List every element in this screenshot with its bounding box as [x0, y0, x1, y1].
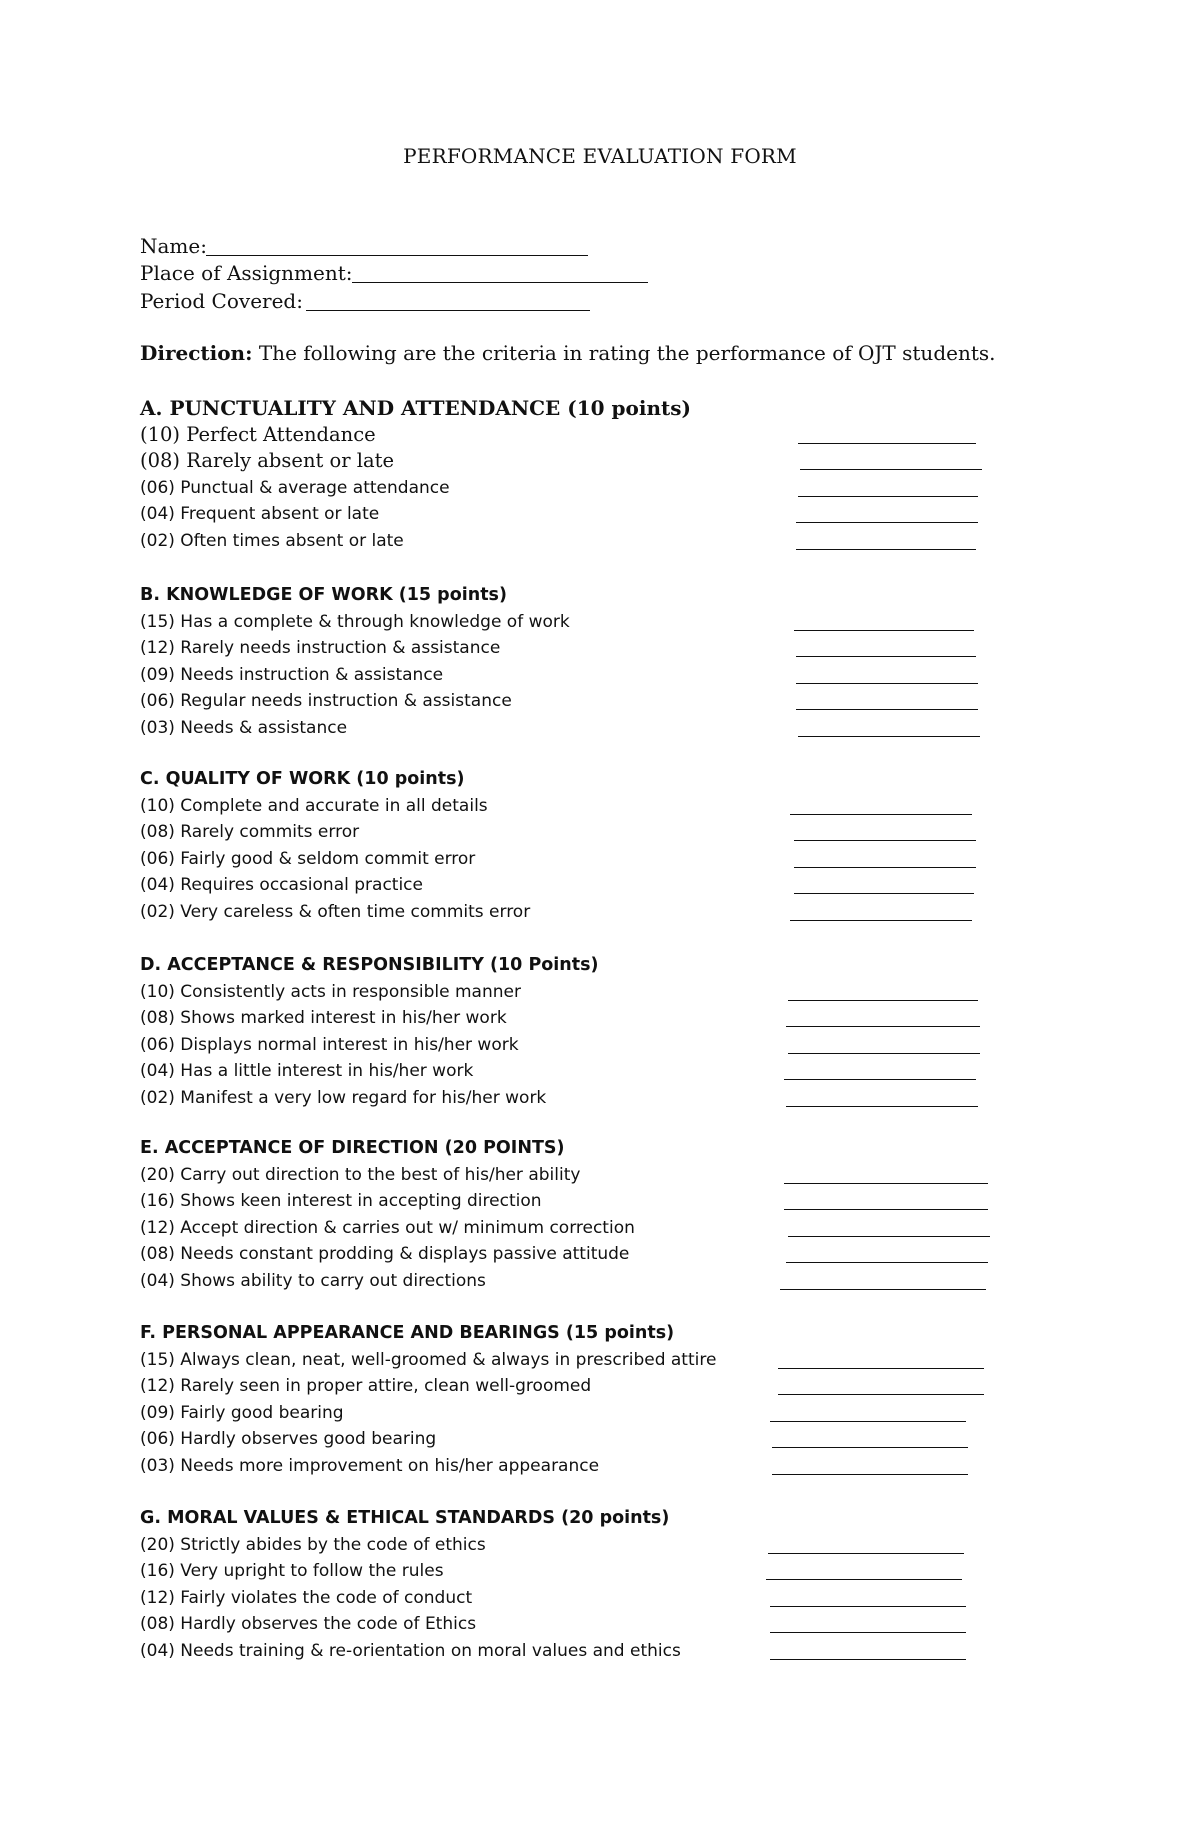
rating-blank[interactable]	[798, 736, 980, 737]
criteria-label: (16) Shows keen interest in accepting direction	[140, 1191, 542, 1211]
criteria-label: (10) Perfect Attendance	[140, 422, 376, 446]
rating-blank[interactable]	[796, 549, 976, 550]
criteria-item	[140, 1558, 1040, 1585]
rating-blank[interactable]	[772, 1474, 968, 1475]
rating-blank[interactable]	[788, 1000, 978, 1001]
place-of-assignment-input-line[interactable]	[352, 282, 648, 283]
criteria-item	[140, 819, 1040, 846]
rating-blank[interactable]	[784, 1183, 988, 1184]
section-title: A. PUNCTUALITY AND ATTENDANCE (10 points)	[140, 396, 691, 420]
rating-blank[interactable]	[794, 840, 976, 841]
rating-blank[interactable]	[796, 683, 978, 684]
criteria-item	[140, 609, 1040, 636]
criteria-item	[140, 1032, 1040, 1059]
criteria-label: (20) Strictly abides by the code of ethics	[140, 1534, 486, 1555]
direction-label: Direction:	[140, 341, 253, 365]
criteria-label: (08) Needs constant prodding & displays passive attitude	[140, 1244, 630, 1264]
criteria-item	[140, 1400, 1040, 1427]
criteria-label: (10) Consistently acts in responsible manner	[140, 981, 521, 1002]
section-quality-of-work	[140, 766, 1040, 925]
rating-blank[interactable]	[778, 1368, 984, 1369]
criteria-label: (08) Rarely absent or late	[140, 449, 395, 472]
criteria-item	[140, 1058, 1040, 1085]
criteria-item	[140, 688, 1040, 715]
rating-blank[interactable]	[786, 1106, 978, 1107]
criteria-item	[140, 1611, 1040, 1638]
section-title: E. ACCEPTANCE OF DIRECTION (20 POINTS)	[140, 1138, 565, 1158]
form-title: PERFORMANCE EVALUATION FORM	[403, 144, 797, 168]
criteria-label: (06) Displays normal interest in his/her work	[140, 1034, 519, 1055]
section-title: D. ACCEPTANCE & RESPONSIBILITY (10 Points)	[140, 955, 599, 975]
rating-blank[interactable]	[768, 1553, 964, 1554]
rating-blank[interactable]	[796, 522, 978, 523]
criteria-label: (12) Fairly violates the code of conduct	[140, 1587, 473, 1608]
criteria-item	[140, 422, 1040, 449]
criteria-label: (04) Requires occasional practice	[140, 875, 423, 895]
criteria-item	[140, 1268, 1040, 1295]
section-acceptance-of-direction	[140, 1135, 1040, 1294]
criteria-item	[140, 635, 1040, 662]
criteria-item	[140, 501, 1040, 528]
criteria-item	[140, 872, 1040, 899]
name-field	[140, 232, 207, 260]
rating-blank[interactable]	[794, 867, 976, 868]
criteria-item	[140, 1453, 1040, 1480]
criteria-label: (20) Carry out direction to the best of his/her ability	[140, 1164, 581, 1185]
criteria-item	[140, 899, 1040, 926]
section-knowledge-of-work	[140, 582, 1040, 741]
criteria-item	[140, 1162, 1040, 1189]
name-input-line[interactable]	[206, 255, 588, 256]
criteria-label: (03) Needs & assistance	[140, 717, 348, 738]
criteria-item	[140, 793, 1040, 820]
rating-blank[interactable]	[798, 443, 976, 444]
section-punctuality-attendance	[140, 395, 1040, 554]
name-label: Name:	[140, 234, 207, 258]
criteria-item	[140, 1188, 1040, 1215]
rating-blank[interactable]	[800, 469, 982, 470]
criteria-label: (04) Shows ability to carry out directions	[140, 1270, 486, 1291]
rating-blank[interactable]	[796, 656, 976, 657]
section-title: B. KNOWLEDGE OF WORK (15 points)	[140, 585, 507, 605]
criteria-label: (15) Has a complete & through knowledge of work	[140, 611, 570, 632]
criteria-item	[140, 846, 1040, 873]
direction-paragraph	[140, 339, 996, 367]
rating-blank[interactable]	[778, 1394, 984, 1395]
rating-blank[interactable]	[780, 1289, 986, 1290]
criteria-label: (12) Accept direction & carries out w/ minimum correction	[140, 1217, 635, 1238]
rating-blank[interactable]	[794, 630, 974, 631]
criteria-label: (06) Fairly good & seldom commit error	[140, 848, 476, 869]
rating-blank[interactable]	[784, 1209, 988, 1210]
criteria-item	[140, 528, 1040, 555]
rating-blank[interactable]	[770, 1606, 966, 1607]
criteria-item	[140, 475, 1040, 502]
section-moral-values-ethics	[140, 1505, 1040, 1664]
rating-blank[interactable]	[786, 1262, 988, 1263]
direction-text: The following are the criteria in rating the performance of OJT students.	[252, 341, 996, 365]
criteria-label: (06) Punctual & average attendance	[140, 477, 450, 498]
criteria-label: (12) Rarely seen in proper attire, clean well-groomed	[140, 1376, 592, 1396]
rating-blank[interactable]	[770, 1632, 966, 1633]
criteria-label: (04) Frequent absent or late	[140, 504, 380, 524]
criteria-item	[140, 1215, 1040, 1242]
section-personal-appearance	[140, 1320, 1040, 1479]
rating-blank[interactable]	[796, 709, 978, 710]
criteria-label: (09) Fairly good bearing	[140, 1402, 344, 1423]
criteria-item	[140, 1585, 1040, 1612]
criteria-item	[140, 662, 1040, 689]
criteria-item	[140, 1005, 1040, 1032]
criteria-label: (08) Hardly observes the code of Ethics	[140, 1614, 477, 1634]
rating-blank[interactable]	[788, 1053, 980, 1054]
criteria-label: (03) Needs more improvement on his/her appearance	[140, 1455, 600, 1476]
criteria-label: (02) Very careless & often time commits error	[140, 901, 531, 922]
criteria-label: (10) Complete and accurate in all details	[140, 795, 488, 816]
criteria-item	[140, 1373, 1040, 1400]
rating-blank[interactable]	[770, 1421, 966, 1422]
rating-blank[interactable]	[786, 1026, 980, 1027]
place-of-assignment-label: Place of Assignment:	[140, 261, 353, 285]
criteria-label: (02) Often times absent or late	[140, 530, 404, 551]
rating-blank[interactable]	[798, 496, 978, 497]
period-covered-label: Period Covered:	[140, 289, 303, 313]
criteria-item	[140, 1085, 1040, 1112]
rating-blank[interactable]	[770, 1659, 966, 1660]
criteria-label: (15) Always clean, neat, well-groomed & always in prescribed attire	[140, 1349, 717, 1370]
rating-blank[interactable]	[788, 1236, 990, 1237]
section-title: G. MORAL VALUES & ETHICAL STANDARDS (20 points)	[140, 1508, 670, 1528]
rating-blank[interactable]	[784, 1079, 976, 1080]
rating-blank[interactable]	[766, 1579, 962, 1580]
criteria-label: (08) Shows marked interest in his/her work	[140, 1008, 507, 1028]
rating-blank[interactable]	[790, 814, 972, 815]
place-of-assignment-field	[140, 259, 352, 287]
criteria-label: (12) Rarely needs instruction & assistance	[140, 638, 501, 658]
criteria-item	[140, 1638, 1040, 1665]
criteria-label: (16) Very upright to follow the rules	[140, 1561, 444, 1581]
criteria-label: (04) Needs training & re-orientation on moral values and ethics	[140, 1640, 681, 1661]
rating-blank[interactable]	[794, 893, 974, 894]
criteria-item	[140, 979, 1040, 1006]
criteria-item	[140, 1426, 1040, 1453]
criteria-label: (06) Hardly observes good bearing	[140, 1429, 437, 1449]
criteria-label: (08) Rarely commits error	[140, 822, 360, 842]
criteria-label: (06) Regular needs instruction & assistance	[140, 691, 512, 711]
criteria-item	[140, 448, 1040, 475]
criteria-label: (04) Has a little interest in his/her work	[140, 1061, 474, 1081]
rating-blank[interactable]	[772, 1447, 968, 1448]
section-acceptance-responsibility	[140, 952, 1040, 1111]
criteria-item	[140, 1347, 1040, 1374]
criteria-item	[140, 715, 1040, 742]
period-covered-field	[140, 287, 303, 315]
criteria-label: (09) Needs instruction & assistance	[140, 664, 444, 685]
section-title: F. PERSONAL APPEARANCE AND BEARINGS (15 points)	[140, 1323, 675, 1343]
section-title: C. QUALITY OF WORK (10 points)	[140, 769, 465, 789]
criteria-label: (02) Manifest a very low regard for his/her work	[140, 1087, 547, 1108]
period-covered-input-line[interactable]	[306, 310, 590, 311]
criteria-item	[140, 1532, 1040, 1559]
criteria-item	[140, 1241, 1040, 1268]
rating-blank[interactable]	[790, 920, 972, 921]
